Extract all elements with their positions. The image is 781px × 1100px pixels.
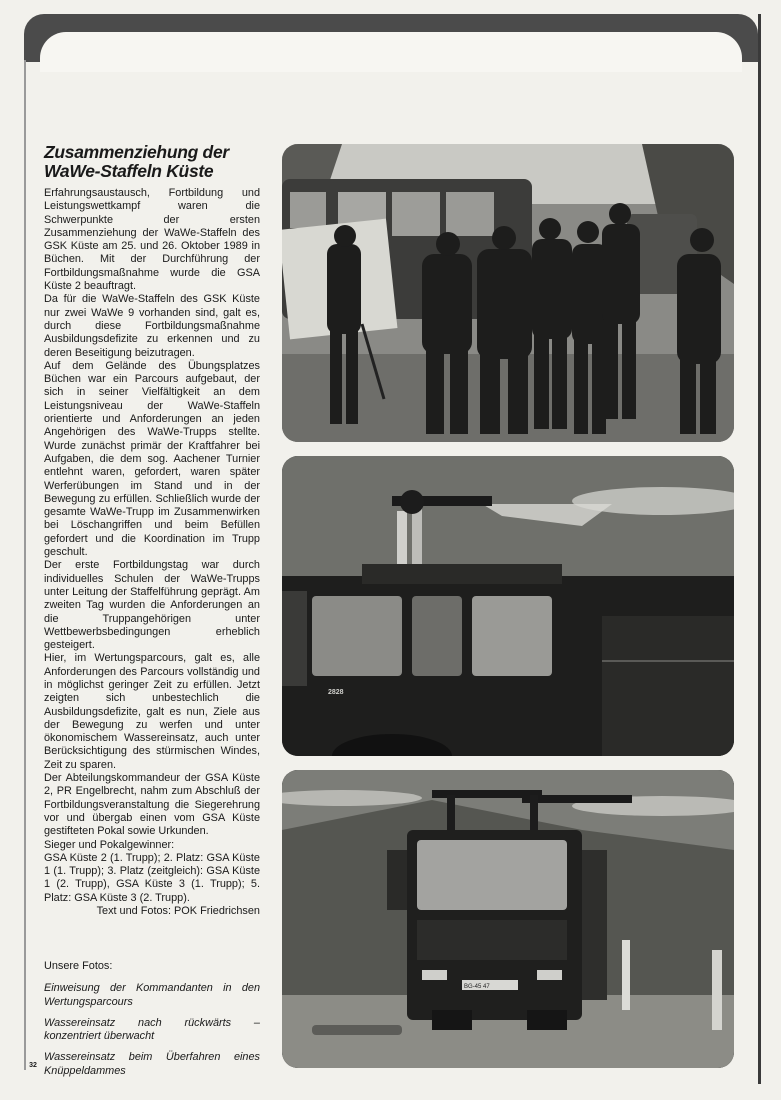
article-body (44, 187, 260, 918)
paragraph: Da für die WaWe-Staffeln des GSK Küste nur zwei WaWe 9 vorhanden sind, galt es, durch diese Fortbildungsmaßnahme Ausbildungsdefizite zu erkennen und zu deren Beseitigung beizutragen. (44, 293, 260, 359)
article-credits: Text und Fotos: POK Friedrichsen (96, 905, 260, 918)
photo-caption-1: Einweisung der Kommandanten in den Wertungsparcours (44, 982, 260, 1008)
paragraph: Auf dem Gelände des Übungsplatzes Büchen war ein Parcours aufgebaut, der sich in seiner Vielfältigkeit an dem Leistungsniveau der WaWe-Staffeln orientierte und Anforderungen an jeden Angehörigen des WaWe-Trupps stellte. Wurde zunächst primär der Kraftfahrer bei Aufgaben, die dem sog. Aachener Turnier entlehnt waren, gefordert, waren später Werferübungen im Stand und in der Bewegung zu erfüllen. Schließlich wurde der gesamte WaWe-Trupp im Zusammenwirken bei Löschangriffen und beim Befüllen gefordert und die Koordination im Trupp geschult. (44, 359, 260, 559)
paragraph: Erfahrungsaustausch, Fortbildung und Leistungswettkampf waren die Schwerpunkte der ersten Zusammenziehung der WaWe-Staffeln des GSK Küste am 25. und 26. Oktober 1989 in Büchen. Mit der Durchführung der Fortbildungsmaßnahme wurde die GSA Küste 2 beauftragt. (44, 187, 260, 293)
paragraph: Der Abteilungskommandeur der GSA Küste 2, PR Engelbrecht, nahm zum Abschluß der Fortbildungsveranstaltung die Siegerehrung vor und übergab einen vom GSA Küste gestifteten Pokal sowie Urkunden. (44, 772, 260, 838)
photo-captions (44, 960, 260, 1086)
article-title: Zusammenziehung der WaWe-Staffeln Küste (44, 142, 229, 181)
photo-water-cannon-rear (282, 456, 734, 756)
article-column (44, 143, 260, 918)
photo-corduroy-crossing (282, 770, 734, 1068)
photo-caption-2: Wassereinsatz nach rückwärts – konzentriert überwacht (44, 1016, 260, 1043)
paragraph: GSA Küste 2 (1. Trupp); 2. Platz: GSA Küste 1 (1. Trupp); 3. Platz (zeitgleich): GSA Küste 1 (2. Trupp), GSA Küste 3 (1. Trupp); 5. Platz: GSA Küste 3 (2. Trupp). (44, 851, 260, 904)
paragraph: Hier, im Wertungsparcours, galt es, alle Anforderungen des Parcours vollständig und in möglichst geringer Zeit zu erfüllen. Jetzt zeigten sich unbestechlich die Ausbildungsdefizite, galt es nun, Ziele aus der Bewegung zu werfen und unter ökonomischem Wassereinsatz, auch unter Berücksichtigung des stürmischen Windes, Zeit zu sparen. (44, 652, 260, 771)
page-number: 32 (29, 1062, 37, 1069)
left-margin-rule (24, 60, 26, 1070)
vehicle-number: 2828 (328, 689, 344, 696)
photo-briefing (282, 144, 734, 442)
captions-label: Unsere Fotos: (44, 960, 113, 972)
license-plate: BG-45 47 (464, 984, 490, 990)
paragraph: Sieger und Pokalgewinner: (44, 838, 175, 851)
photo-caption-3: Wassereinsatz beim Überfahren eines Knüppeldammes (44, 1051, 260, 1077)
paragraph: Der erste Fortbildungstag war durch individuelles Schulen der WaWe-Trupps unter Leitung der Staffelführung geprägt. Am zweiten Tag wurden die Anforderungen an die Truppangehörigen unter Wettbewerbsbedingungen erheblich gesteigert. (44, 559, 260, 652)
